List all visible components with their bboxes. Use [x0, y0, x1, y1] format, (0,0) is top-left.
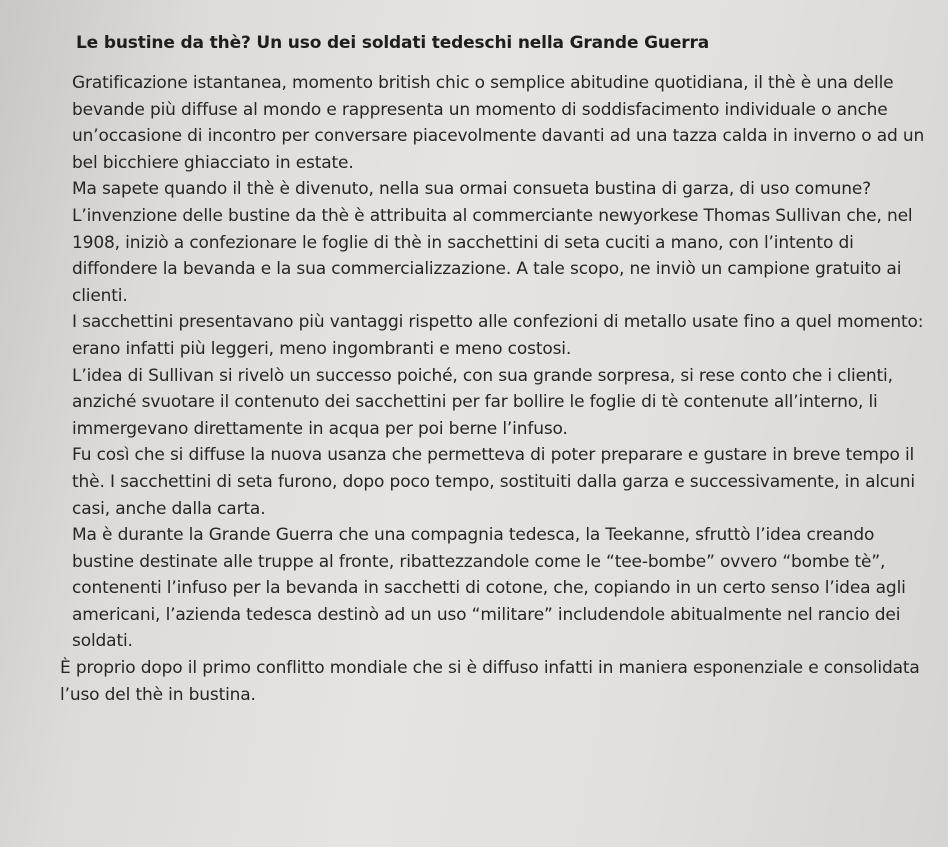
paragraph-diffusion: Fu così che si diffuse la nuova usanza che permetteva di poter preparare e gustare in breve tempo il thè. I sacchettini di seta furono, dopo poco tempo, sostituiti dalla garza e successivamente, in alcuni casi, anche dalla carta. [72, 445, 915, 519]
paragraph-advantages: I sacchettini presentavano più vantaggi rispetto alle confezioni di metallo usate fino a quel momento: erano infatti più leggeri, meno ingombranti e meno costosi. [72, 312, 924, 359]
paragraph-question: Ma sapete quando il thè è divenuto, nella sua ormai consueta bustina di garza, di uso comune? [72, 179, 872, 200]
paragraph-intro: Gratificazione istantanea, momento british chic o semplice abitudine quotidiana, il thè è una delle bevande più diffuse al mondo e rappresenta un momento di soddisfacimento individuale o anche un’occasione di incontro per conversare piacevolmente davanti ad una tazza calda in inverno o ad un bel bicchiere ghiacciato in estate. [72, 73, 925, 173]
article-title: Le bustine da thè? Un uso dei soldati tedeschi nella Grande Guerra [76, 33, 710, 53]
paragraph-invention: L’invenzione delle bustine da thè è attribuita al commerciante newyorkese Thomas Sullivan che, nel 1908, iniziò a confezionare le foglie di thè in sacchettini di seta cuciti a mano, con l’intento di diffondere la bevanda e la sua commercializzazione. A tale scopo, ne inviò un campione gratuito ai clienti. [72, 205, 913, 306]
paragraph-success: L’idea di Sullivan si rivelò un successo poiché, con sua grande sorpresa, si rese conto che i clienti, anziché svuotare il contenuto dei sacchettini per far bollire le foglie di tè contenute all’interno, li immergevano direttamente in acqua per poi berne l’infuso. [72, 365, 893, 439]
paragraph-great-war: Ma è durante la Grande Guerra che una compagnia tedesca, la Teekanne, sfruttò l’idea creando bustine destinate alle truppe al fronte, ribattezzandole come le “tee-bombe” ovvero “bombe tè”, contenenti l’infuso per la bevanda in sacchetti di cotone, che, copiando in un certo senso l’idea agli americani, l’azienda tedesca destinò ad un uso “militare” includendole abitualmente nel rancio dei soldati. [72, 525, 906, 652]
article [60, 30, 936, 708]
paragraph-conclusion: È proprio dopo il primo conflitto mondiale che si è diffuso infatti in maniera esponenziale e consolidata l’uso del thè in bustina. [60, 658, 920, 705]
